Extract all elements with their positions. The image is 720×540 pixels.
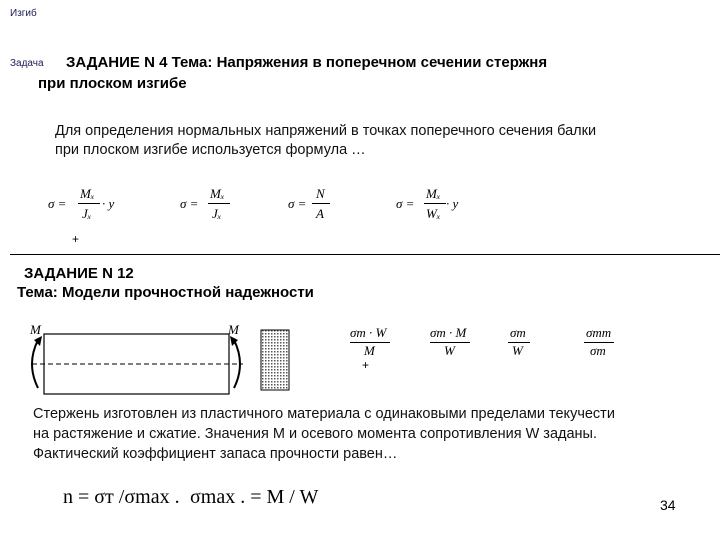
option-tail: · y xyxy=(446,196,459,211)
option-numerator: σm · W xyxy=(350,325,387,340)
option-denominator: Jₓ xyxy=(212,206,222,221)
option-numerator: σm · M xyxy=(430,325,467,340)
option-denominator: W xyxy=(444,343,455,358)
option-numerator: Mₓ xyxy=(210,186,225,201)
option-denominator: σm xyxy=(590,343,606,358)
task-label: Задача xyxy=(10,58,44,69)
correct-answer-mark: + xyxy=(362,358,370,372)
beam-diagram xyxy=(28,318,318,398)
option-lhs: σ = xyxy=(396,196,415,211)
section-divider xyxy=(10,254,720,255)
option-numerator: Mₓ xyxy=(80,186,95,201)
option-numerator: Mₓ xyxy=(426,186,441,201)
fraction-bar xyxy=(424,203,446,204)
option-numerator: N xyxy=(316,186,325,201)
option-denominator: W xyxy=(512,343,523,358)
task12-title: ЗАДАНИЕ N 12 xyxy=(24,265,134,282)
option-lhs: σ = xyxy=(180,196,199,211)
page-number: 34 xyxy=(660,497,676,513)
answer-formula-safety-factor: n = σт /σmax . xyxy=(63,486,180,508)
task4-question-line1: Для определения нормальных напряжений в точках поперечного сечения балки xyxy=(55,123,597,139)
task12-question-line1: Стержень изготовлен из пластичного материала с одинаковыми пределами текучести xyxy=(33,406,615,422)
moment-label-left: M xyxy=(30,322,41,337)
moment-label-right: M xyxy=(228,322,239,337)
task4-title-line2: при плоском изгибе xyxy=(38,75,187,92)
option-lhs: σ = xyxy=(48,196,67,211)
task4-question-line2: при плоском изгибе используется формула … xyxy=(55,142,366,158)
option-tail: · y xyxy=(102,196,115,211)
fraction-bar xyxy=(312,203,330,204)
cross-section xyxy=(261,330,289,390)
task4-title-line1: ЗАДАНИЕ N 4 Тема: Напряжения в поперечном сечении стержня xyxy=(66,54,548,71)
option-denominator: Wₓ xyxy=(426,206,441,221)
option-denominator: M xyxy=(364,343,375,358)
option-numerator: σmm xyxy=(586,325,612,340)
option-denominator: A xyxy=(316,206,324,221)
fraction-bar xyxy=(78,203,100,204)
task12-question-line3: Фактический коэффициент запаса прочности равен… xyxy=(33,446,398,462)
correct-answer-mark: + xyxy=(72,232,80,246)
option-lhs: σ = xyxy=(288,196,307,211)
option-denominator: Jₓ xyxy=(82,206,92,221)
option-numerator: σm xyxy=(510,325,526,340)
fraction-bar xyxy=(208,203,230,204)
task12-question-line2: на растяжение и сжатие. Значения M и осевого момента сопротивления W заданы. xyxy=(33,426,597,442)
breadcrumb: Изгиб xyxy=(10,8,37,19)
answer-formula-max-stress: σmax . = M / W xyxy=(190,486,319,508)
task12-topic: Тема: Модели прочностной надежности xyxy=(17,284,314,301)
